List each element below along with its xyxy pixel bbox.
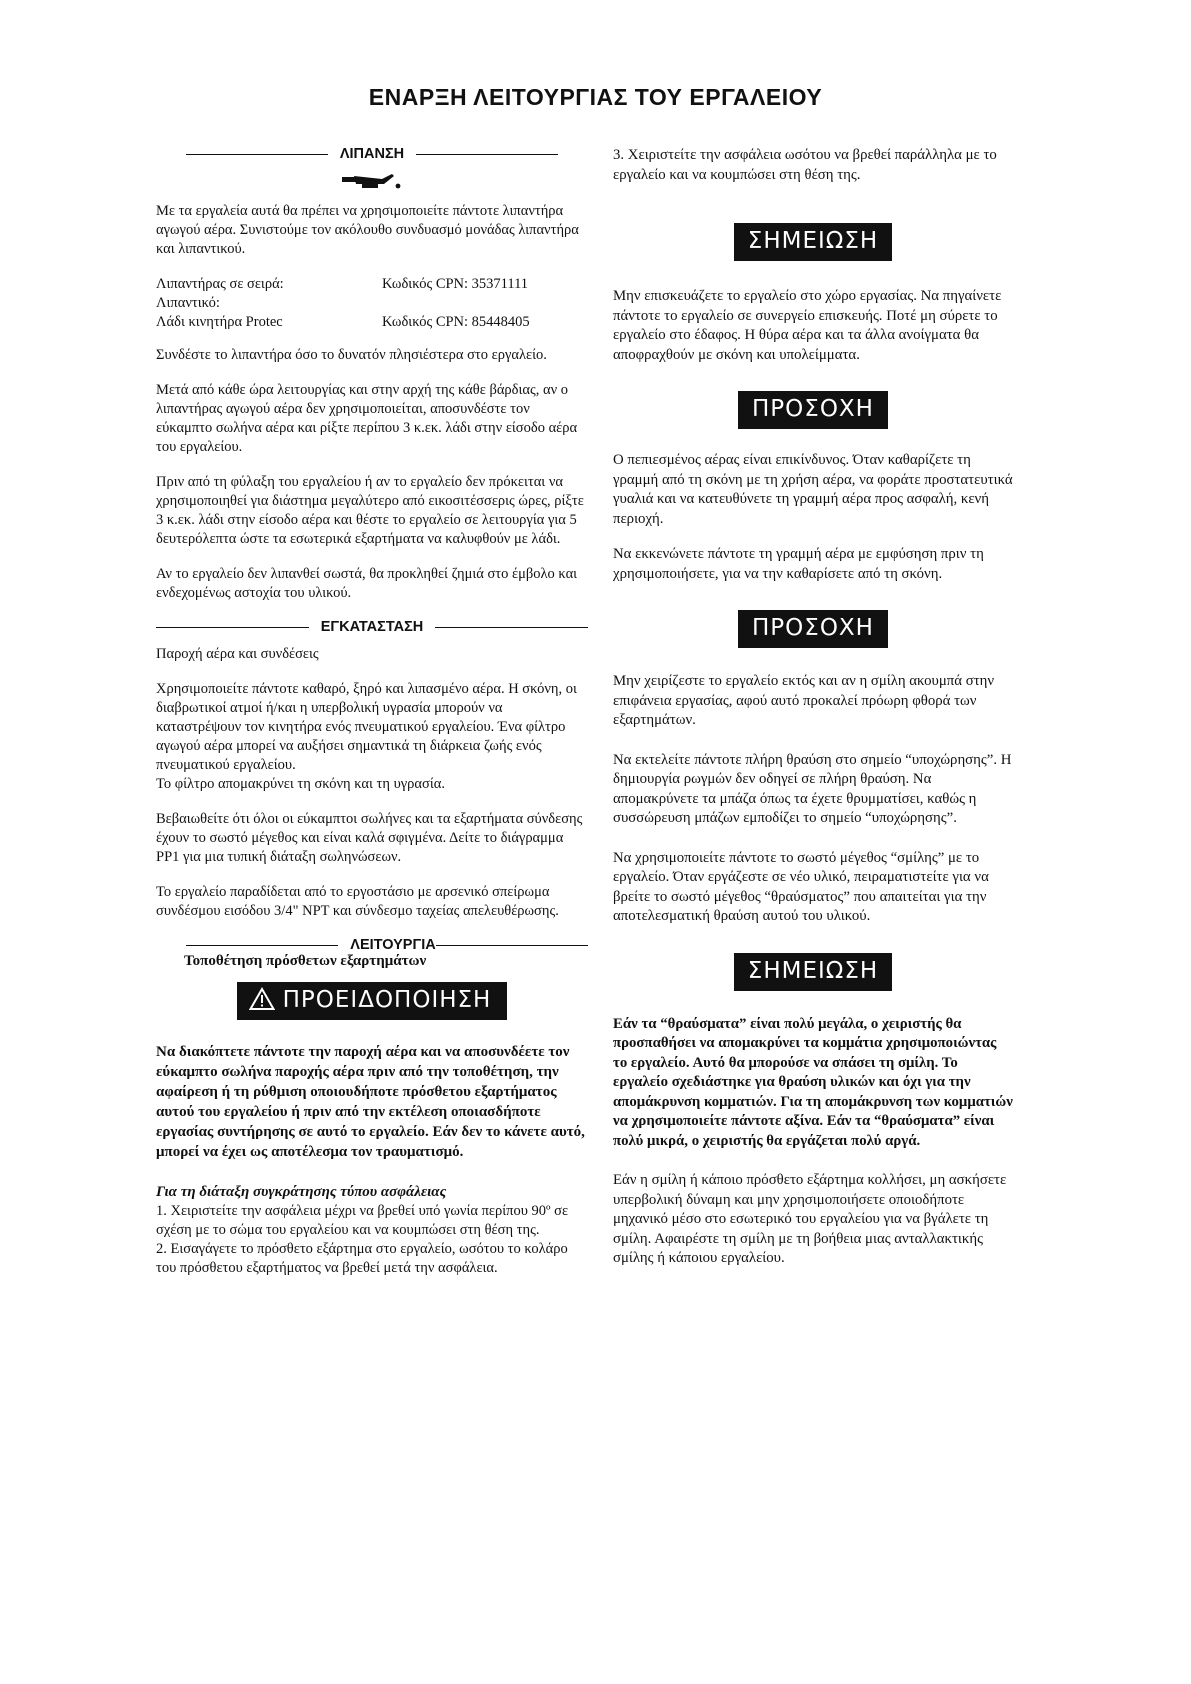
caution-banner: ΠΡΟΣΟΧΗ (738, 610, 888, 648)
operation-subheading: Τοποθέτηση πρόσθετων εξαρτημάτων (184, 953, 427, 969)
note-banner-wrap (613, 223, 1013, 261)
spec-value (382, 294, 530, 313)
spec-row (156, 313, 530, 332)
note-text: Μην επισκευάζετε το εργαλείο στο χώρο εργασίας. Να πηγαίνετε πάντοτε το εργαλείο σε συνεργείο επισκευής. Ποτέ μη σύρετε το εργαλείο στο έδαφος. Η θύρα αέρα και τα άλλα ανοίγματα θα αποφραχθούν με σκόνη και υπολείμματα. (613, 288, 1002, 363)
spec-row (156, 275, 530, 294)
caution-text: Να εκκενώνετε πάντοτε τη γραμμή αέρα με εμφύσηση πριν τη χρησιμοποιήσετε, για να την καθαρίσετε από τη σκόνη. (613, 546, 984, 582)
caution-banner: ΠΡΟΣΟΧΗ (738, 391, 888, 429)
spec-value: Κωδικός CPN: 85448405 (382, 314, 530, 330)
installation-paragraph: Βεβαιωθείτε ότι όλοι οι εύκαμπτοι σωλήνες και τα εξαρτήματα σύνδεσης έχουν το σωστό μέγεθος και είναι καλά σφιγμένα. Δείτε το διάγραμμα PP1 για μια τυπική διάταξη σωληνώσεων. (156, 811, 583, 865)
warning-banner-wrap (156, 982, 588, 1020)
oil-can-icon (342, 172, 402, 194)
final-paragraph: Εάν η σμίλη ή κάποιο πρόσθετο εξάρτημα κολλήσει, μη ασκήσετε υπερβολική δύναμη και μην χρησιμοποιήσετε οποιοδήποτε μηχανικό μέσο στο εσωτερικό του εργαλείου για να βγάλετε τη σμίλη. Αφαιρέστε τη σμίλη με τη βοήθεια μιας ανταλλακτικής σμίλης ή κάποιου εργαλείου. (613, 1172, 1007, 1266)
warning-triangle-icon (249, 987, 275, 1011)
installation-heading-text: ΕΓΚΑΤΑΣΤΑΣΗ (320, 619, 424, 635)
step-1: 1. Χειριστείτε την ασφάλεια μέχρι να βρεθεί υπό γωνία περίπου 90º σε σχέση με το σώμα του εργαλείου και να κουμπώσει στη θέση της. (156, 1203, 569, 1238)
caution-banner-wrap (613, 391, 1013, 429)
lubrication-paragraph: Πριν από τη φύλαξη του εργαλείου ή αν το εργαλείο δεν πρόκειται να χρησιμοποιηθεί για διάστημα μεγαλύτερο από εικοσιτέσσερις ώρες, ρίξτε 3 κ.εκ. λάδι στην είσοδο αέρα και θέστε το εργαλείο σε λειτουργία για 5 δευτερόλεπτα ώστε τα εσωτερικά εξαρτήματα να καλυφθούν με λάδι. (156, 474, 584, 547)
installation-paragraph: Το φίλτρο απομακρύνει τη σκόνη και τη υγρασία. (156, 776, 445, 792)
operation-heading-text: ΛΕΙΤΟΥΡΓΙΑ (350, 937, 436, 953)
caution-text: Μην χειρίζεστε το εργαλείο εκτός και αν η σμίλη ακουμπά στην επιφάνεια εργασίας, αφού αυτό προκαλεί πρόωρη φθορά των εξαρτημάτων. (613, 673, 995, 728)
warning-banner (237, 982, 508, 1020)
spec-row (156, 294, 530, 313)
installation-heading (156, 619, 588, 635)
installation-paragraph: Το εργαλείο παραδίδεται από το εργοστάσιο με αρσενικό σπείρωμα συνδέσμου εισόδου 3/4" NPT και σύνδεσμο ταχείας απελευθέρωσης. (156, 884, 559, 919)
left-column (156, 146, 588, 1294)
installation-paragraph: Παροχή αέρα και συνδέσεις (156, 646, 319, 662)
warning-text: Να διακόπτετε πάντοτε την παροχή αέρα και να αποσυνδέετε τον εύκαμπτο σωλήνα παροχής αέρα πριν από την τοποθέτηση, την αφαίρεση ή τη ρύθμιση οποιουδήποτε πρόσθετου εξαρτήματος αυτού του εργαλείου ή πριν από την εκτέλεση οποιασδήποτε εργασίας συντήρησης σε αυτό το εργαλείο. Εάν δεν το κάνετε αυτό, μπορεί να έχει ως αποτέλεσμα τον τραυματισμό. (156, 1044, 585, 1160)
spec-label: Λιπαντικό: (156, 295, 220, 311)
lubrication-heading (156, 146, 588, 162)
step-3: 3. Χειριστείτε την ασφάλεια ωσότου να βρεθεί παράλληλα με το εργαλείο και να κουμπώσει στη θέση της. (613, 147, 997, 183)
spec-label: Λιπαντήρας σε σειρά: (156, 276, 284, 292)
lubrication-intro: Με τα εργαλεία αυτά θα πρέπει να χρησιμοποιείτε πάντοτε λιπαντήρα αγωγού αέρα. Συνιστούμε τον ακόλουθο συνδυασμό μονάδας λιπαντήρα και λιπαντικού. (156, 203, 579, 257)
right-column (613, 146, 1013, 1285)
installation-paragraph: Χρησιμοποιείτε πάντοτε καθαρό, ξηρό και λιπασμένο αέρα. Η σκόνη, οι διαβρωτικοί ατμοί ή/και η υπερβολική υγρασία μπορούν να καταστρέψουν τον κινητήρα ενός πνευματικού εργαλείου. Ένα φίλτρο αγωγού αέρα μπορεί να αυξήσει σημαντικά τη διάρκεια ζωής ενός πνευματικού εργαλείου. (156, 681, 577, 773)
safety-title: Για τη διάταξη συγκράτησης τύπου ασφάλειας (156, 1184, 447, 1200)
page-title: ΕΝΑΡΞΗ ΛΕΙΤΟΥΡΓΙΑΣ ΤΟΥ ΕΡΓΑΛΕΙΟΥ (368, 84, 823, 110)
caution-text: Να εκτελείτε πάντοτε πλήρη θραύση στο σημείο “υποχώρησης”. Η δημιουργία ρωγμών δεν οδηγεί σε πλήρη θραύση. Να απομακρύνετε τα μπάζα όπως τα έχετε θρυμματίσει, καθώς η συσσώρευση μπάζων εμποδίζει το σημείο “υποχώρησης”. (613, 751, 1012, 826)
lubrication-specs (156, 275, 530, 332)
spec-label: Λάδι κινητήρα Protec (156, 314, 283, 330)
spec-value: Κωδικός CPN: 35371111 (382, 276, 529, 292)
step-2: 2. Εισαγάγετε το πρόσθετο εξάρτημα στο εργαλείο, ωσότου το κολάρο του πρόσθετου εξαρτήματος να βρεθεί μετά την ασφάλεια. (156, 1241, 568, 1276)
operation-heading (156, 937, 588, 953)
caution-banner-wrap (613, 610, 1013, 648)
lubrication-paragraph: Αν το εργαλείο δεν λιπανθεί σωστά, θα προκληθεί ζημιά στο έμβολο και ενδεχομένως αστοχία του υλικού. (156, 566, 578, 601)
note-banner: ΣΗΜΕΙΩΣΗ (734, 223, 892, 261)
lubrication-heading-text: ΛΙΠΑΝΣΗ (339, 146, 405, 162)
note-banner: ΣΗΜΕΙΩΣΗ (734, 953, 892, 991)
note-banner-wrap (613, 953, 1013, 991)
warning-label: ΠΡΟΕΙΔΟΠΟΙΗΣΗ (282, 987, 492, 1013)
note-text: Εάν τα “θραύσματα” είναι πολύ μεγάλα, ο χειριστής θα προσπαθήσει να απομακρύνει τα κομμάτια χρησιμοποιώντας το εργαλείο. Αυτό θα μπορούσε να σπάσει τη σμίλη. Το εργαλείο σχεδιάστηκε για θραύση υλικών και όχι για την απομάκρυνση κομματιών. Για τη απομάκρυνση των κομματιών να χρησιμοποιείτε πάντοτε αξίνα. Εάν τα “θραύσματα” είναι πολύ μικρά, ο χειριστής θα εργάζεται πολύ αργά. (613, 1015, 1013, 1149)
lubrication-paragraph: Συνδέστε το λιπαντήρα όσο το δυνατόν πλησιέστερα στο εργαλείο. (156, 347, 547, 363)
caution-text: Να χρησιμοποιείτε πάντοτε το σωστό μέγεθος “σμίλης” με το εργαλείο. Όταν εργάζεστε σε νέο υλικό, πειραματιστείτε για να βρείτε το σωστό μέγεθος “θραύσματος” που απαιτείται για την αποτελεσματική θραύση αυτού του υλικού. (613, 849, 989, 924)
lubrication-paragraph: Μετά από κάθε ώρα λειτουργίας και στην αρχή της κάθε βάρδιας, αν ο λιπαντήρας αγωγού αέρα δεν χρησιμοποιείται, αποσυνδέστε τον εύκαμπτο σωλήνα αέρα και ρίξτε περίπου 3 κ.εκ. λάδι στην είσοδο αέρα του εργαλείου. (156, 382, 578, 455)
caution-text: Ο πεπιεσμένος αέρας είναι επικίνδυνος. Όταν καθαρίζετε τη γραμμή από τη σκόνη με τη χρήση αέρα, να φοράτε προστατευτικά γυαλιά και να κατευθύνετε τη γραμμή αέρα προς ασφαλή, κενή περιοχή. (613, 452, 1013, 527)
